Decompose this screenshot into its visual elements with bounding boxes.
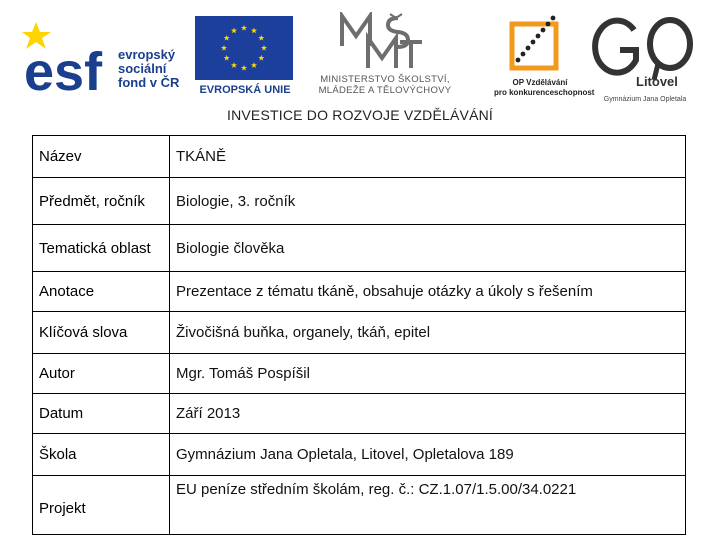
row-value: Září 2013 (170, 394, 686, 434)
op-line-1: OP Vzdělávání (512, 78, 568, 87)
table-row (33, 394, 686, 434)
msmt-label (300, 74, 470, 96)
row-label: Název (33, 136, 170, 178)
gymnazium-logo (590, 16, 700, 108)
eu-label: EVROPSKÁ UNIE (199, 84, 291, 96)
row-value: Biologie člověka (170, 225, 686, 272)
table-row (33, 136, 686, 178)
row-label: Autor (33, 354, 170, 394)
metadata-table (32, 135, 686, 535)
row-label: Datum (33, 394, 170, 434)
esf-mark-text: esf (24, 42, 103, 94)
row-label: Tematická oblast (33, 225, 170, 272)
row-label: Projekt (33, 476, 170, 535)
go-school-name: Gymnázium Jana Opletala (603, 96, 687, 103)
table-row (33, 354, 686, 394)
row-value: Gymnázium Jana Opletala, Litovel, Opletalova 189 (170, 434, 686, 476)
msmt-line-1: MINISTERSTVO ŠKOLSTVÍ, (320, 74, 450, 85)
eu-flag-icon (195, 16, 293, 80)
table-row (33, 312, 686, 354)
esf-line-1: evropský (118, 47, 176, 62)
esf-line-3: fond v ČR (118, 75, 180, 90)
esf-line-2: sociální (118, 61, 167, 76)
msmt-mark-icon (338, 12, 424, 72)
row-value: EU peníze středním školám, reg. č.: CZ.1.07/1.5.00/34.0221 (170, 476, 686, 535)
go-town: Litovel (636, 74, 678, 89)
table-row (33, 476, 686, 535)
investice-tagline: INVESTICE DO ROZVOJE VZDĚLÁVÁNÍ (226, 107, 494, 123)
table-row (33, 434, 686, 476)
go-mark-icon (590, 16, 696, 82)
table-row (33, 272, 686, 312)
eu-logo (195, 16, 295, 112)
table-row (33, 225, 686, 272)
op-line-2: pro konkurenceschopnost (494, 88, 595, 97)
msmt-logo (300, 12, 470, 108)
table-row (33, 178, 686, 225)
op-label (494, 78, 595, 98)
row-value: Mgr. Tomáš Pospíšil (170, 354, 686, 394)
row-label: Předmět, ročník (33, 178, 170, 225)
op-mark-icon (504, 14, 564, 76)
row-value: Živočišná buňka, organely, tkáň, epitel (170, 312, 686, 354)
row-label: Klíčová slova (33, 312, 170, 354)
esf-wordmark (118, 48, 179, 90)
row-label: Anotace (33, 272, 170, 312)
esf-logo (22, 18, 197, 98)
row-value: Prezentace z tématu tkáně, obsahuje otázky a úkoly s řešením (170, 272, 686, 312)
logo-banner (0, 0, 720, 130)
msmt-line-2: MLÁDEŽE A TĚLOVÝCHOVY (318, 85, 452, 96)
esf-mark-icon (22, 18, 114, 94)
op-logo (494, 14, 595, 106)
row-value: TKÁNĚ (170, 136, 686, 178)
row-label: Škola (33, 434, 170, 476)
row-value: Biologie, 3. ročník (170, 178, 686, 225)
